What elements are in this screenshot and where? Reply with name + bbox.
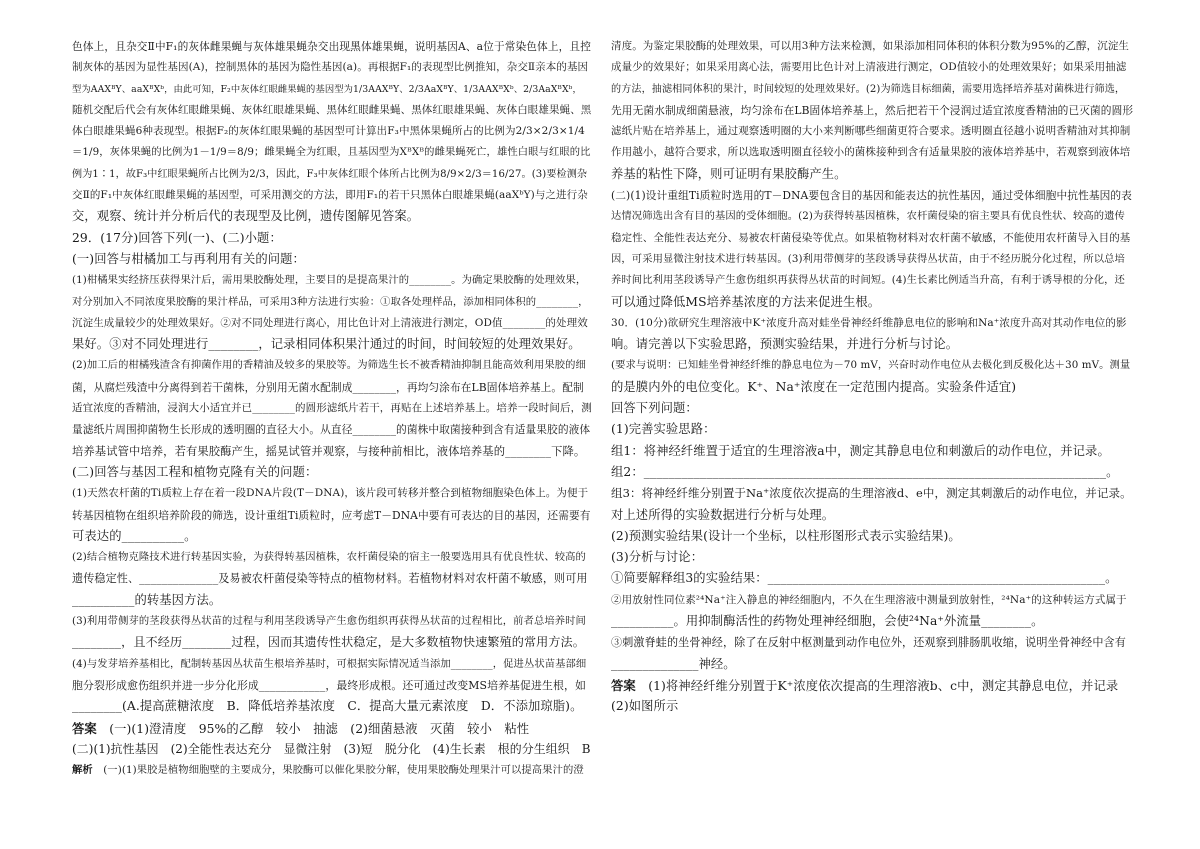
text-line: 沉淀生成量较少的处理效果好。②对不同处理进行离心，用比色计对上清液进行测定，OD值________的处理效 bbox=[72, 316, 588, 329]
text-line: 菌，从腐烂残渣中分离得到若干菌株，分别用无菌水配制成________，再均匀涂布在LB固体培养基上。配制 bbox=[72, 380, 584, 394]
text-line: 可以通过降低MS培养基浓度的方法来促进生根。 bbox=[611, 294, 881, 309]
text-line: (1)柑橘果实经挤压获得果汁后，需用果胶酶处理，主要目的是提高果汁的________。为确定果胶酶的处理效果， bbox=[72, 274, 587, 287]
text-line: 答案 (一)(1)澄清度 95%的乙醇 较小 抽滤 (2)细菌悬液 灭菌 较小 粘性 bbox=[72, 720, 530, 736]
text-line: 达情况筛选出含有目的基因的受体细胞。(2)为获得转基因植株，农杆菌侵染的宿主要具有优良性状、较高的遗传 bbox=[611, 210, 1125, 223]
text-line: ______________神经。 bbox=[611, 656, 736, 671]
text-line: 解析 (一)(1)果胶是植物细胞壁的主要成分，果胶酶可以催化果胶分解，使用果胶酶处理果汁可以提高果汁的澄 bbox=[72, 764, 584, 777]
text-line: (二)(1)抗性基因 (2)全能性表达充分 显微注射 (3)短 脱分化 (4)生长素 根的分生组织 B bbox=[72, 741, 591, 756]
text-line: 对上述所得的实验数据进行分析与处理。 bbox=[611, 507, 835, 522]
text-line: ③刺激脊蛙的坐骨神经，除了在反射中枢测量到动作电位外，还观察到腓肠肌收缩，说明坐骨神经中含有 bbox=[611, 636, 1126, 650]
text-line: ②用放射性同位素²⁴Na⁺注入静息的神经细胞内，不久在生理溶液中测量到放射性，²⁴Na⁺的这种转运方式属于 bbox=[611, 593, 1127, 606]
text-line: 交Ⅱ的F₁中灰体红眼雌果蝇的基因型，可采用测交的方法，即用F₁的若干只黑体白眼雄果蝇(aaXᵇY)与之进行杂 bbox=[72, 189, 588, 202]
text-line: (二)(1)设计重组Ti质粒时选用的T－DNA要包含目的基因和能表达的抗性基因，通过受体细胞中抗性基因的表 bbox=[611, 189, 1132, 203]
text-line: (1)完善实验思路： bbox=[611, 422, 716, 437]
text-line: 果好。③对不同处理进行________，记录相同体积果汁通过的时间，时间较短的处理效果好。 bbox=[72, 337, 581, 352]
text-line: 对分别加入不同浓度果胶酶的果汁样品，可采用3种方法进行实验：①取各处理样品，添加相同体积的________， bbox=[72, 295, 589, 308]
text-line: 滤纸片贴在培养基上，通过观察透明圈的大小来判断哪些细菌更符合要求。透明圈直径越小说明香精油对其抑制 bbox=[611, 125, 1131, 138]
text-line: (4)与发芽培养基相比，配制转基因丛状苗生根培养基时，可根据实际情况适当添加________，促进丛状苗基部细 bbox=[72, 657, 587, 670]
text-line: 养时间比利用茎段诱导产生愈伤组织再获得丛状苗的时间短。(4)生长素比例适当升高，有利于诱导根的分化，还 bbox=[611, 274, 1125, 287]
text-line: 清度。为鉴定果胶酶的处理效果，可以用3种方法来检测，如果添加相同体积的体积分数为95%的乙醇，沉淀生 bbox=[611, 40, 1130, 52]
text-line: 组3：将神经纤维分别置于Na⁺浓度依次提高的生理溶液d、e中，测定其刺激后的动作电位，并记录。 bbox=[611, 486, 1132, 501]
text-line: 组2：__________________________________________________________________________。 bbox=[611, 464, 1119, 479]
text-line: 答案 (1)将神经纤维分别置于K⁺浓度依次提高的生理溶液b、c中，测定其静息电位，并记录 bbox=[611, 677, 1119, 693]
text-line: (2)预测实验结果(设计一个坐标，以柱形图形式表示实验结果)。 bbox=[611, 528, 961, 543]
text-line: 的方法，抽滤相同体积的果汁，时间较短的处理效果好。(2)为筛选目标细菌，需要用选择培养基对菌株进行筛选， bbox=[611, 83, 1126, 95]
text-line: 回答下列问题： bbox=[611, 401, 698, 416]
text-line: ＝1/9，灰体果蝇的比例为1－1/9＝8/9；雌果蝇全为红眼，且基因型为XᴮXᴮ的雌果蝇死亡，雄性白眼与红眼的比 bbox=[72, 146, 591, 159]
text-line: (一)回答与柑橘加工与再利用有关的问题： bbox=[72, 251, 305, 266]
text-line: 作用越小，越符合要求，所以选取透明圈直径较小的菌株接种到含有适量果胶的液体培养基中，若观察到液体培 bbox=[611, 146, 1131, 159]
text-line: __________的转基因方法。 bbox=[72, 592, 222, 607]
text-line: 胞分裂形成愈伤组织并进一步分化形成____________，最终形成根。还可通过改变MS培养基促进生根，如 bbox=[72, 678, 586, 692]
text-line: (1)天然农杆菌的Ti质粒上存在着一段DNA片段(T－DNA)，该片段可转移并整合到植物细胞染色体上。为便于 bbox=[72, 487, 589, 500]
text-line: (二)回答与基因工程和植物克隆有关的问题： bbox=[72, 464, 318, 479]
text-line: 适宜浓度的香精油，浸润大小适宜并已________的圆形滤纸片若干，再贴在上述培养基上。培养一段时间后，测 bbox=[72, 402, 592, 415]
text-line: 量滤纸片周围抑菌物生长形成的透明圈的直径大小。从直径________的菌株中取菌接种到含有适量果胶的液体 bbox=[72, 423, 591, 437]
text-line: (2)加工后的柑橘残渣含有抑菌作用的香精油及较多的果胶等。为筛选生长不被香精油抑制且能高效利用果胶的细 bbox=[72, 359, 586, 372]
text-line: ①简要解释组3的实验结果：______________________________________________________。 bbox=[611, 571, 1118, 586]
text-line: 转基因植物在组织培养阶段的筛选，设计重组Ti质粒时，应考虑T－DNA中要有可表达的目的基因，还需要有 bbox=[72, 508, 591, 522]
text-line: 例为1∶1，故F₃中红眼果蝇所占比例为2/3，因此，F₃中灰体红眼个体所占比例为8/9×2/3＝16/27。(3)要检测杂 bbox=[72, 168, 588, 180]
left-text-column bbox=[72, 36, 592, 781]
text-line: 稳定性、全能性表达充分、易被农杆菌侵染等优点。如果植物材料对农杆菌不敏感，不能使用农杆菌导入目的基 bbox=[611, 231, 1131, 244]
text-line: 30．(10分)欲研究生理溶液中K⁺浓度升高对蛙坐骨神经纤维静息电位的影响和Na⁺浓度升高对其动作电位的影 bbox=[611, 316, 1127, 329]
text-line: 制灰体的基因为显性基因(A)，控制黑体的基因为隐性基因(a)。再根据F₁的表现型比例推知，杂交Ⅱ亲本的基因 bbox=[72, 61, 589, 74]
text-line: 交，观察、统计并分析后代的表现型及比例，遗传图解见答案。 bbox=[72, 209, 420, 224]
text-line: 型为AAXᴮY、aaXᴮXᵇ，由此可知，F₂中灰体红眼雌果蝇的基因型为1/3AAXᴮY、2/3AaXᴮY、1/3AAXᴮXᵇ、2/3AaXᴮXᵇ， bbox=[72, 83, 582, 95]
text-line: 随机交配后代会有灰体红眼雌果蝇、灰体红眼雄果蝇、黑体红眼雌果蝇、黑体红眼雄果蝇、灰体白眼雄果蝇、黑 bbox=[72, 103, 592, 116]
text-line: (2)如图所示 bbox=[611, 699, 679, 714]
text-line: (2)结合植物克隆技术进行转基因实验，为获得转基因植株，农杆菌侵染的宿主一般要选用具有优良性状、较高的 bbox=[72, 551, 586, 564]
text-line: 遗传稳定性、______________及易被农杆菌侵染等特点的植物材料。若植物材料对农杆菌不敏感，则可用 bbox=[72, 572, 588, 586]
text-line: ________(A.提高蔗糖浓度 B．降低培养基浓度 C．提高大量元素浓度 D．不添加琼脂)。 bbox=[72, 699, 583, 714]
text-line: 29．(17分)回答下列(一)、(二)小题： bbox=[72, 230, 282, 245]
text-line: 因，可采用显微注射技术进行转基因。(3)利用带侧芽的茎段诱导获得丛状苗，由于不经历脱分化过程，所以总培 bbox=[611, 252, 1125, 265]
text-line: ________，且不经历________过程，因而其遗传性状稳定，是大多数植物快速繁殖的常用方法。 bbox=[72, 635, 585, 650]
text-line: 响。请完善以下实验思路，预测实验结果，并进行分析与讨论。 bbox=[611, 337, 959, 352]
text-line: 成量少的效果好；如果采用离心法，需要用比色计对上清液进行测定，OD值较小的处理效果好；如果采用抽滤 bbox=[611, 61, 1127, 74]
text-line: 先用无菌水制成细菌悬液，均匀涂布在LB固体培养基上，然后把若干个浸润过适宜浓度香精油的已灭菌的圆形 bbox=[611, 103, 1133, 117]
text-line: (要求与说明：已知蛙坐骨神经纤维的静息电位为－70 mV，兴奋时动作电位从去极化到反极化达＋30 mV。测量 bbox=[611, 359, 1131, 372]
text-line: 体白眼雄果蝇6种表现型。根据F₂的灰体红眼果蝇的基因型可计算出F₃中黑体果蝇所占的比例为2/3×2/3×1/4 bbox=[72, 125, 585, 138]
text-line: 色体上，且杂交Ⅱ中F₁的灰体雌果蝇与灰体雄果蝇杂交出现黑体雄果蝇，说明基因A、a位于常染色体上，且控 bbox=[72, 40, 591, 53]
text-line: 养基的粘性下降，则可证明有果胶酶产生。 bbox=[611, 166, 847, 181]
text-line: 组1：将神经纤维置于适宜的生理溶液a中，测定其静息电位和刺激后的动作电位，并记录。 bbox=[611, 443, 1110, 458]
text-line: __________。用抑制酶活性的药物处理神经细胞，会使²⁴Na⁺外流量________。 bbox=[611, 614, 1044, 629]
text-line: 培养基试管中培养，若有果胶酶产生，摇晃试管并观察，与接种前相比，液体培养基的________下降。 bbox=[72, 444, 586, 458]
text-line: 可表达的__________。 bbox=[72, 528, 197, 543]
right-text-column bbox=[611, 36, 1133, 718]
text-line: (3)利用带侧芽的茎段获得丛状苗的过程与利用茎段诱导产生愈伤组织再获得丛状苗的过程相比，前者总培养时间 bbox=[72, 615, 586, 628]
text-line: (3)分析与讨论： bbox=[611, 550, 704, 565]
text-line: 的是膜内外的电位变化。K⁺、Na⁺浓度在一定范围内提高。实验条件适宜) bbox=[611, 379, 1017, 394]
